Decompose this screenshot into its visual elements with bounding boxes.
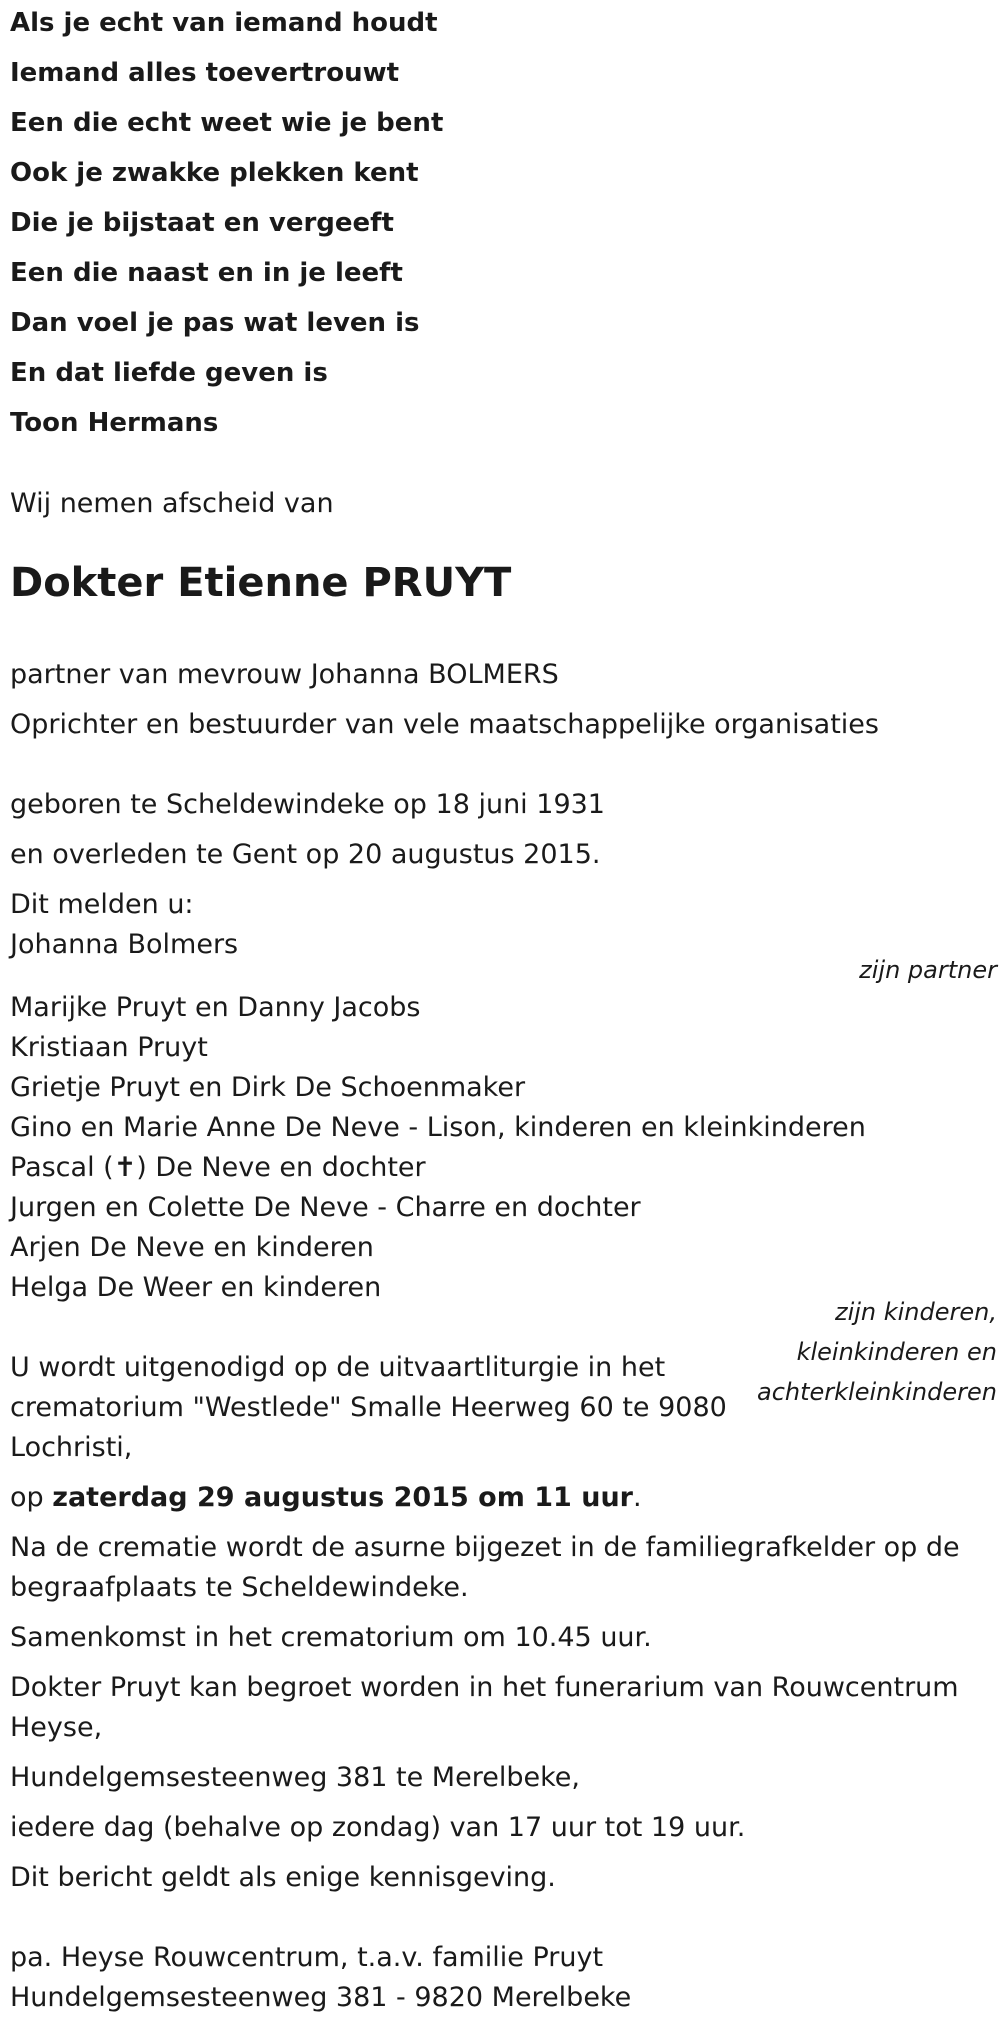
poem-line: Een die naast en in je leeft	[10, 258, 403, 288]
poem-line: En dat liefde geven is	[10, 358, 328, 388]
family-member: Arjen De Neve en kinderen	[10, 1232, 374, 1263]
role-line: Oprichter en bestuurder van vele maatschappelijke organisaties	[10, 709, 879, 740]
family-member: Helga De Weer en kinderen	[10, 1272, 382, 1303]
family-member: Marijke Pruyt en Danny Jacobs	[10, 992, 421, 1023]
partner-caption: zijn partner	[859, 956, 997, 984]
family-caption	[757, 1292, 997, 1412]
poem-line: Een die echt weet wie je bent	[10, 108, 444, 138]
partner-line: partner van mevrouw Johanna BOLMERS	[10, 659, 559, 690]
viewing-text: Dokter Pruyt kan begroet worden in het funerarium van Rouwcentrum Heyse,	[10, 1672, 959, 1743]
family-member: Kristiaan Pruyt	[10, 1032, 208, 1063]
poem-line: Ook je zwakke plekken kent	[10, 158, 419, 188]
family-member: Pascal (✝) De Neve en dochter	[10, 1152, 426, 1183]
deceased-name: Dokter Etienne PRUYT	[10, 560, 512, 606]
family-member: Jurgen en Colette De Neve - Charre en dochter	[10, 1192, 641, 1223]
notice-text: Dit bericht geldt als enige kennisgeving.	[10, 1862, 556, 1893]
family-caption-line: kleinkinderen en	[796, 1338, 997, 1366]
intro-text: Wij nemen afscheid van	[10, 488, 334, 519]
service-date-suffix: .	[633, 1482, 642, 1513]
announce-intro: Dit melden u:	[10, 889, 194, 920]
service-date-prefix: op	[10, 1482, 53, 1513]
service-date: zaterdag 29 augustus 2015 om 11 uur	[52, 1482, 633, 1513]
poem-line: Die je bijstaat en vergeeft	[10, 208, 394, 238]
invitation-text: U wordt uitgenodigd op de uitvaartliturgie in het crematorium "Westlede" Smalle Heerweg 60 te 9080 Lochristi,	[10, 1352, 727, 1463]
poem-author: Toon Hermans	[10, 408, 219, 438]
partner-name: Johanna Bolmers	[10, 929, 239, 960]
service-date-line	[10, 1478, 642, 1518]
poem-line: Als je echt van iemand houdt	[10, 8, 438, 38]
birth-line: geboren te Scheldewindeke op 18 juni 1931	[10, 789, 605, 820]
viewing-address: Hundelgemsesteenweg 381 te Merelbeke,	[10, 1762, 580, 1793]
family-member: Gino en Marie Anne De Neve - Lison, kinderen en kleinkinderen	[10, 1112, 866, 1143]
gathering-text: Samenkomst in het crematorium om 10.45 uur.	[10, 1622, 652, 1653]
contact-line: pa. Heyse Rouwcentrum, t.a.v. familie Pruyt	[10, 1942, 604, 1973]
family-caption-line: zijn kinderen,	[834, 1298, 997, 1326]
death-line: en overleden te Gent op 20 augustus 2015.	[10, 839, 601, 870]
viewing-hours: iedere dag (behalve op zondag) van 17 uur tot 19 uur.	[10, 1812, 746, 1843]
family-caption-line: achterkleinkinderen	[757, 1378, 997, 1406]
poem-line: Dan voel je pas wat leven is	[10, 308, 420, 338]
poem-line: Iemand alles toevertrouwt	[10, 58, 400, 88]
contact-line: Hundelgemsesteenweg 381 - 9820 Merelbeke	[10, 1982, 632, 2013]
family-member: Grietje Pruyt en Dirk De Schoenmaker	[10, 1072, 526, 1103]
cremation-text: Na de crematie wordt de asurne bijgezet in de familiegrafkelder op de begraafplaats te Scheldewindeke.	[10, 1532, 960, 1603]
